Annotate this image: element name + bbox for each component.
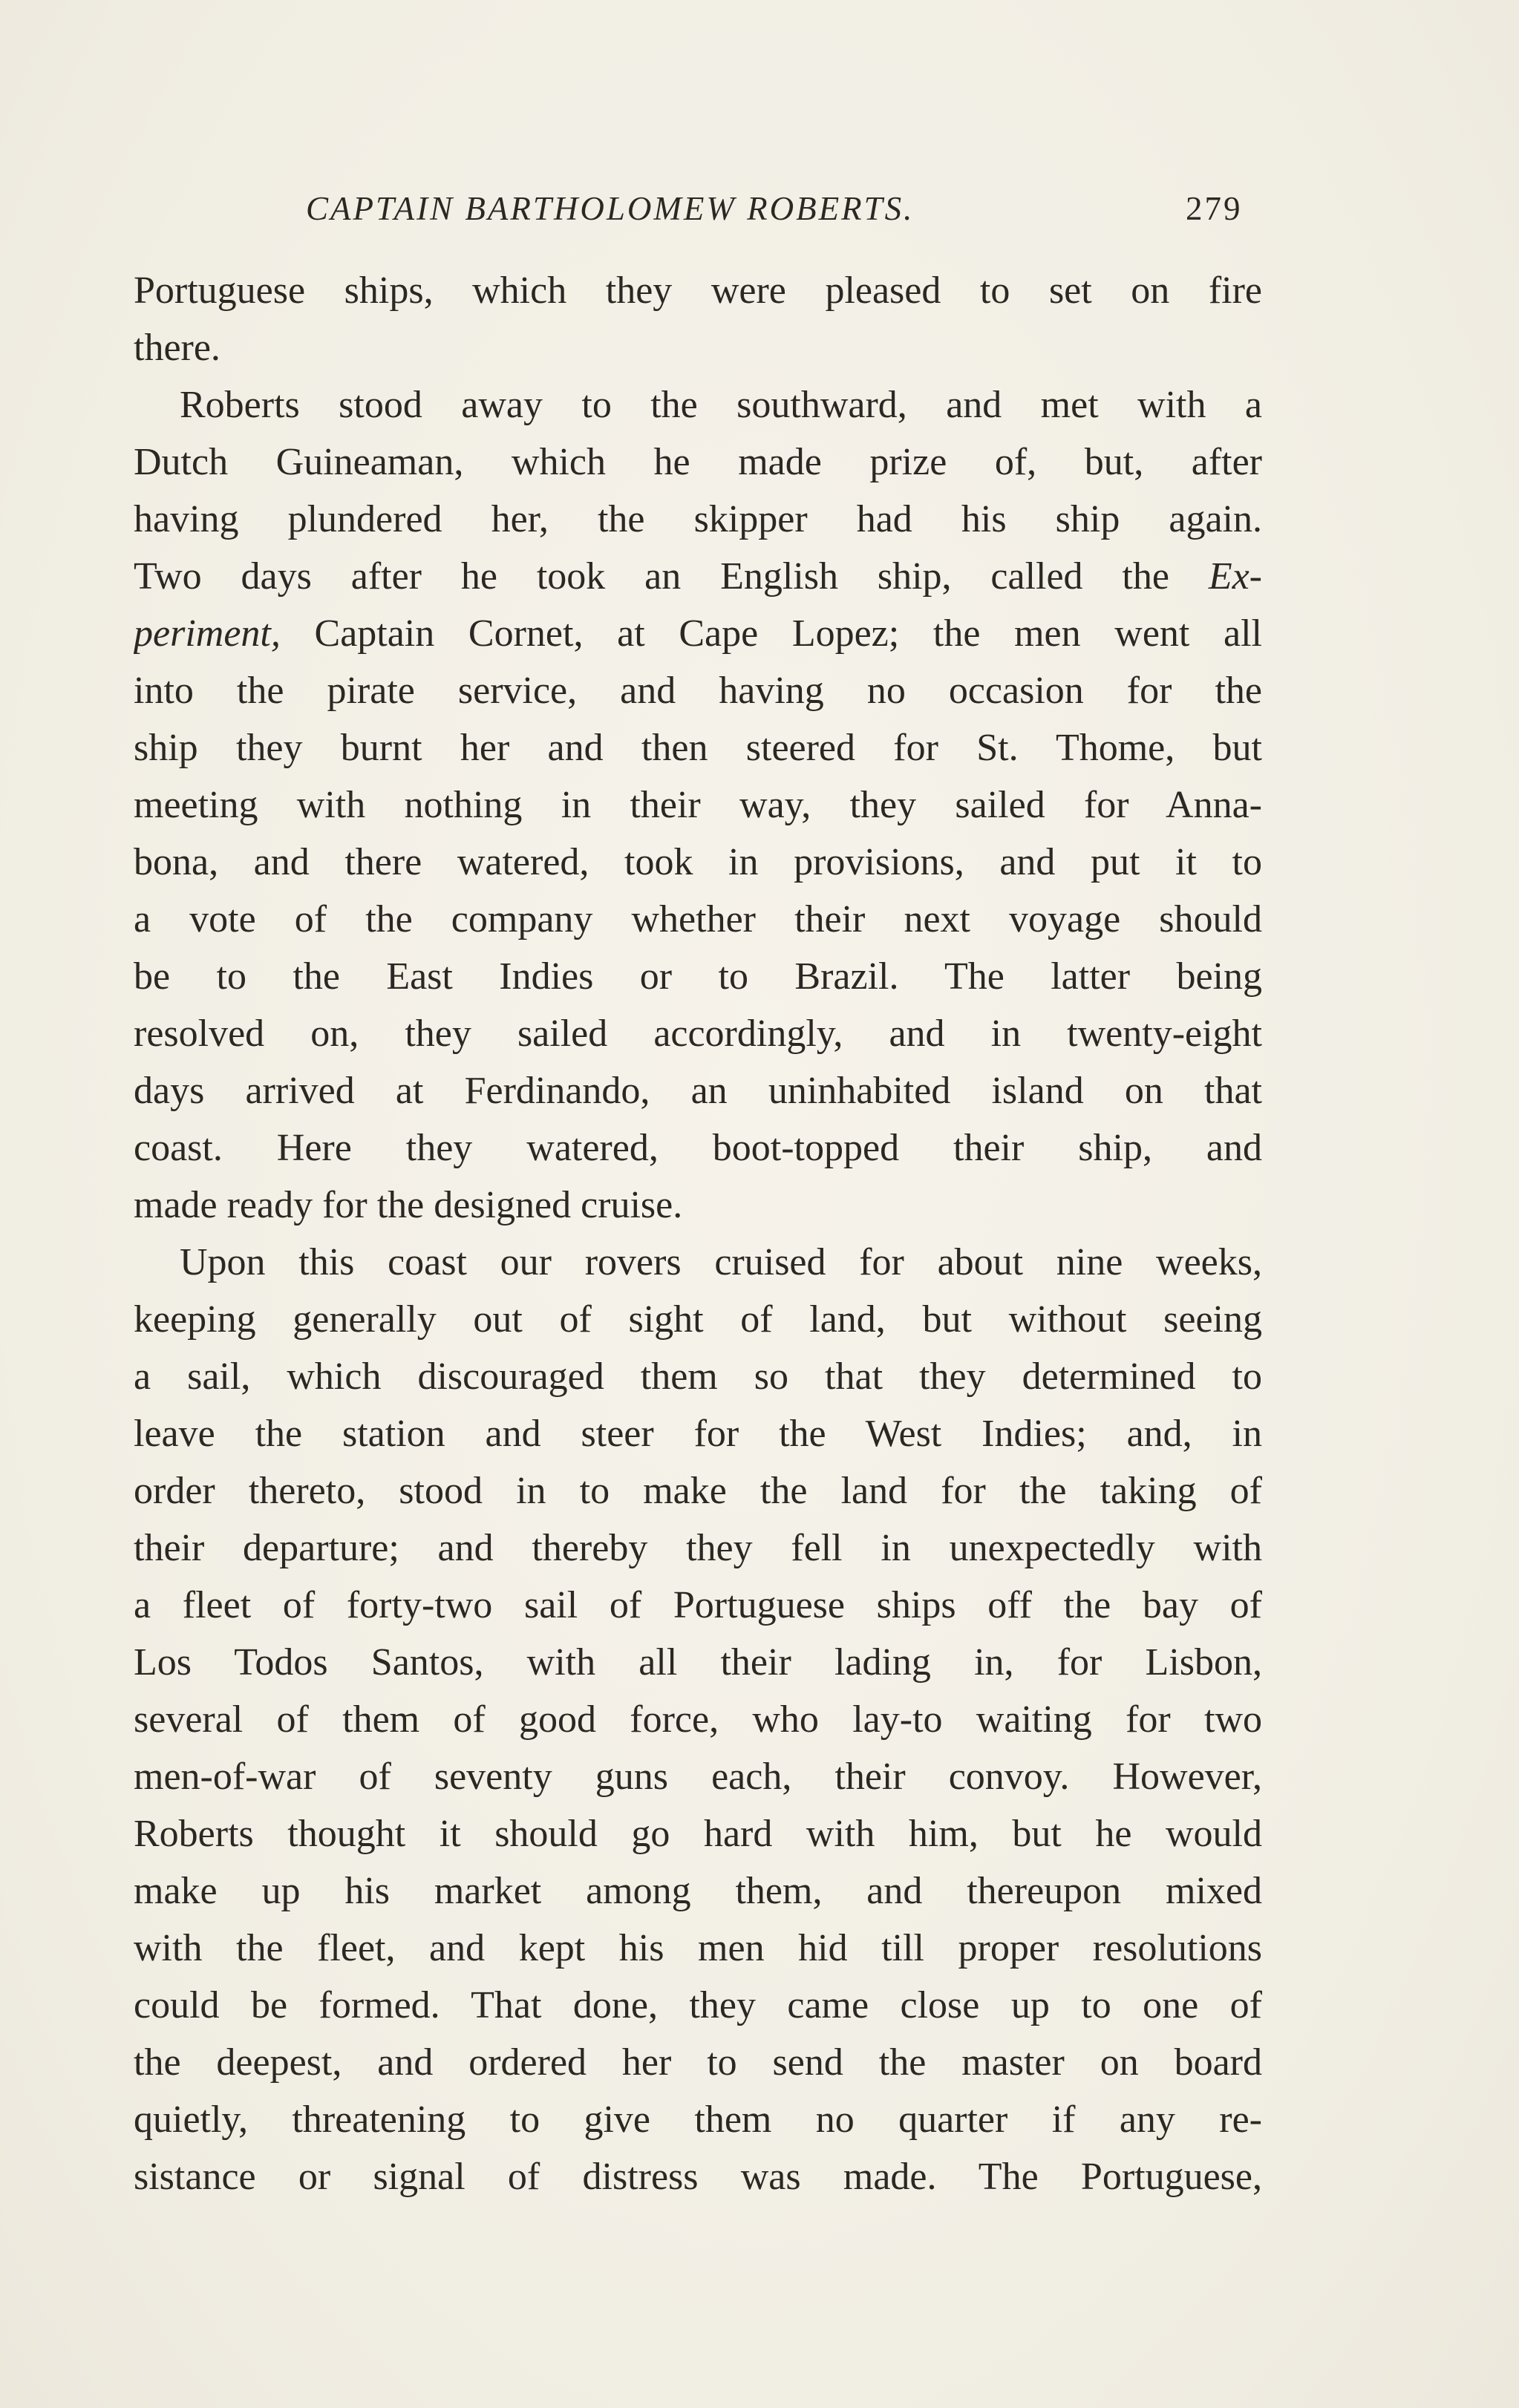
text-line	[134, 605, 1262, 662]
text-line: meeting with nothing in their way, they sailed for Anna-	[134, 784, 1262, 826]
running-title: CAPTAIN BARTHOLOMEW ROBERTS.	[306, 190, 915, 227]
text-line: keeping generally out of sight of land, but without seeing	[134, 1298, 1262, 1341]
text-line: Portuguese ships, which they were pleased to set on fire	[134, 269, 1262, 312]
text-line	[134, 548, 1262, 605]
text-line: leave the station and steer for the West Indies; and, in	[134, 1413, 1262, 1455]
text-line: Roberts stood away to the southward, and met with a	[180, 384, 1262, 426]
text-line: men-of-war of seventy guns each, their convoy. However,	[134, 1756, 1262, 1798]
text-line: a fleet of forty-two sail of Portuguese ships off the bay of	[134, 1584, 1262, 1626]
text-line: resolved on, they sailed accordingly, and in twenty-eight	[134, 1012, 1262, 1055]
text-line: into the pirate service, and having no occasion for the	[134, 670, 1262, 712]
text-line: order thereto, stood in to make the land for the taking of	[134, 1470, 1262, 1512]
text-line: the deepest, and ordered her to send the master on board	[134, 2041, 1262, 2084]
text-segment: Two days after he took an English ship, called the	[134, 555, 1169, 598]
running-header	[306, 183, 1271, 235]
text-line: days arrived at Ferdinando, an uninhabited island on that	[134, 1070, 1262, 1112]
text-line: quietly, threatening to give them no quarter if any re-	[134, 2098, 1262, 2141]
text-line: several of them of good force, who lay-to waiting for two	[134, 1698, 1262, 1741]
italic-ship-name: Ex-	[1208, 555, 1262, 598]
text-line: their departure; and thereby they fell in unexpectedly with	[134, 1527, 1262, 1569]
text-line: a sail, which discouraged them so that they determined to	[134, 1355, 1262, 1398]
text-line: ship they burnt her and then steered for St. Thome, but	[134, 727, 1262, 769]
page-number: 279	[1186, 190, 1243, 227]
text-line: with the fleet, and kept his men hid till proper resolutions	[134, 1927, 1262, 1969]
text-line: Los Todos Santos, with all their lading in, for Lisbon,	[134, 1641, 1262, 1684]
text-line: could be formed. That done, they came close up to one of	[134, 1984, 1262, 2026]
text-line: having plundered her, the skipper had his ship again.	[134, 498, 1262, 540]
text-line: made ready for the designed cruise.	[134, 1184, 683, 1226]
text-line: Roberts thought it should go hard with him, but he would	[134, 1813, 1262, 1855]
italic-ship-name: periment,	[134, 612, 281, 655]
text-line: sistance or signal of distress was made. The Portuguese,	[134, 2156, 1262, 2198]
text-line: a vote of the company whether their next voyage should	[134, 898, 1262, 940]
text-line: coast. Here they watered, boot-topped their ship, and	[134, 1127, 1262, 1169]
text-line: Upon this coast our rovers cruised for about nine weeks,	[180, 1241, 1262, 1283]
text-line: Dutch Guineaman, which he made prize of, but, after	[134, 441, 1262, 483]
text-line: bona, and there watered, took in provisions, and put it to	[134, 841, 1262, 883]
text-line: make up his market among them, and thereupon mixed	[134, 1870, 1262, 1912]
text-line: there.	[134, 327, 220, 369]
text-line: be to the East Indies or to Brazil. The latter being	[134, 955, 1262, 998]
body-text	[134, 262, 1262, 2205]
text-segment: Captain Cornet, at Cape Lopez; the men went all	[314, 612, 1262, 655]
